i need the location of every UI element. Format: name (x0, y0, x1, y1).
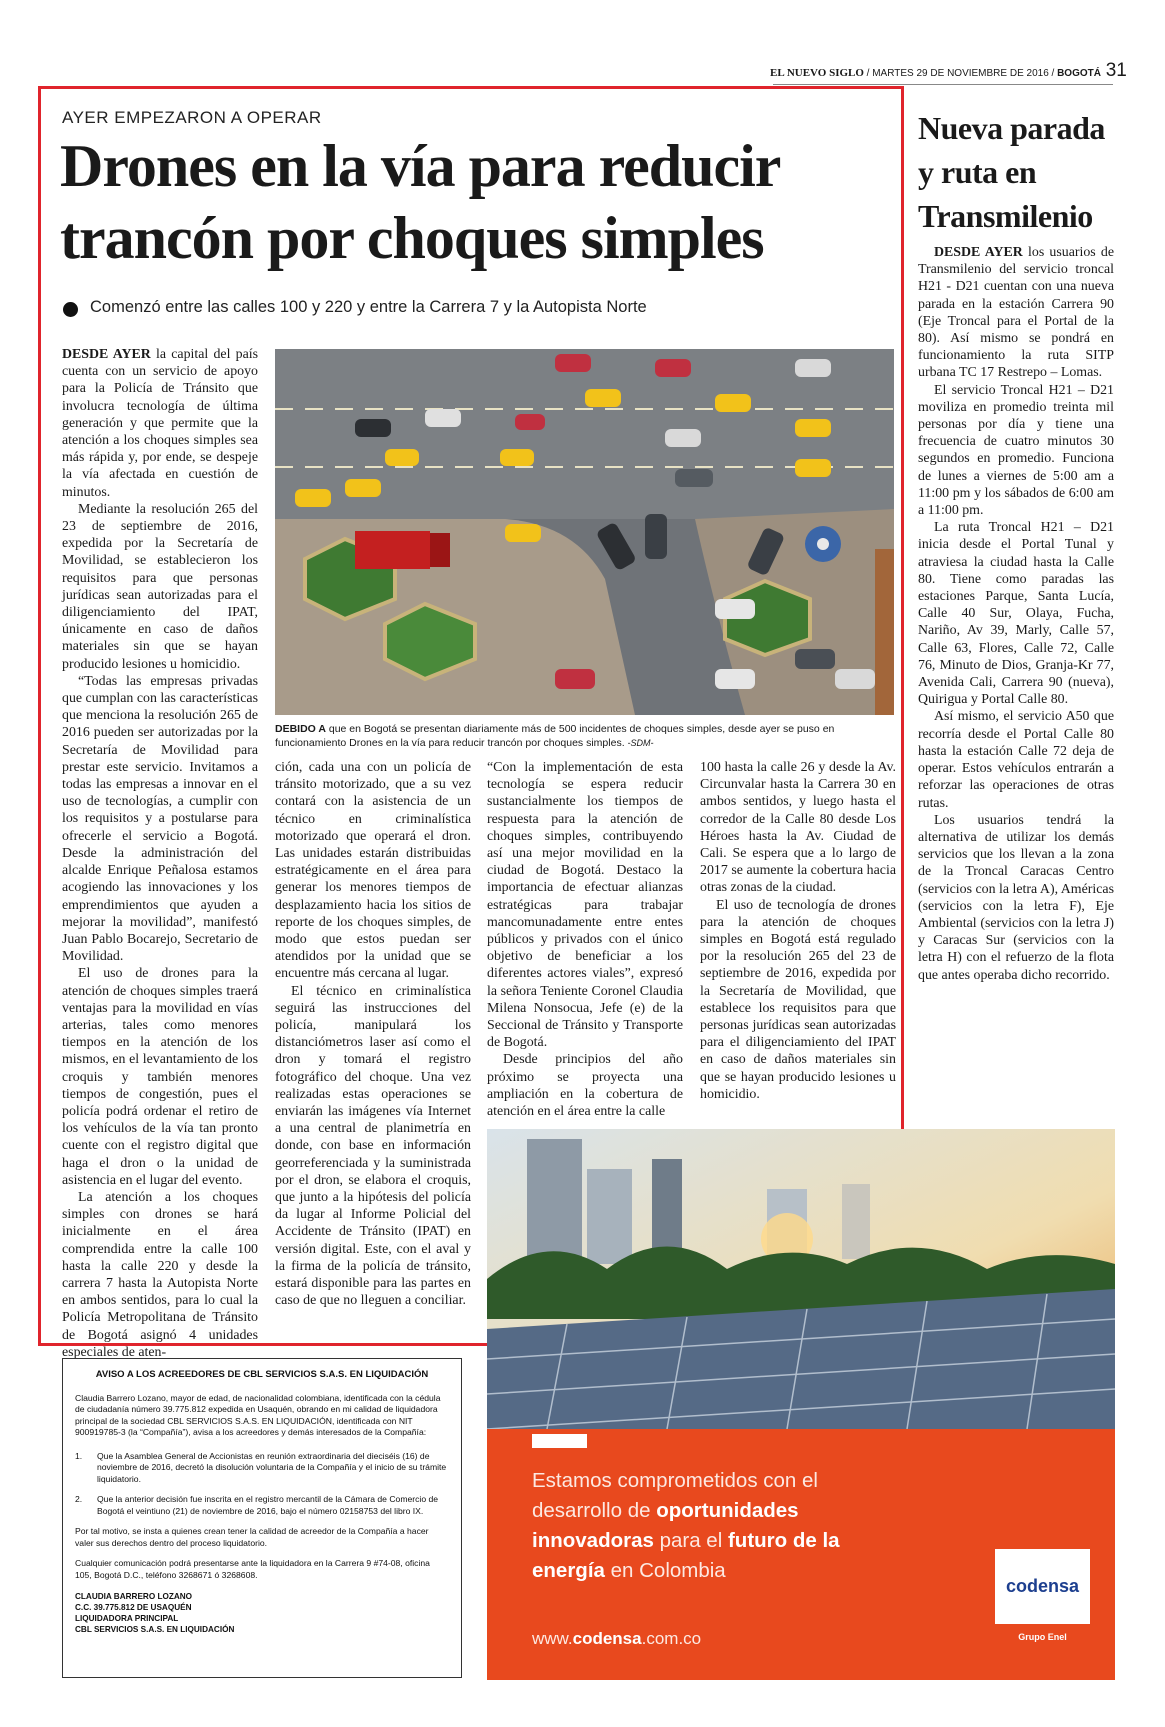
kicker: AYER EMPEZARON A OPERAR (62, 108, 322, 127)
ad-url: www.codensa.com.co (532, 1629, 702, 1648)
lead-in: DESDE AYER (934, 245, 1023, 260)
legal-notice-intro: Claudia Barrero Lozano, mayor de edad, de nacionalidad colombiana, identificada con la cédula de ciudadanía número 39.775.812 expedida en Usaquén, obrando en mi calidad de liquidadora principal de la sociedad CBL SERVICIOS S.A.S. EN LIQUIDACIÓN, identificada con NIT 900919785-3 (la “Compañía”), avisa a los acreedores y demás interesados de la Compañía: (75, 1392, 441, 1437)
headline-line-2: trancón por choques simples (60, 205, 764, 271)
article-paragraph: La ruta Troncal H21 – D21 inicia desde el Portal Tunal y atraviesa la ciudad hasta la Calle 80. Tiene como paradas las estaciones Parque, Santa Lucía, Calle 40 Sur, Olaya, Fucha, Nariño, Av 39, Marly, Calle 57, Calle 63, Flores, Calle 72, Calle 76, Minuto de Dios, Granja-Kr 77, Avenida Cali, Carrera 90 (nueva), Quirigua y Portal Calle 80. (918, 520, 1114, 708)
article-column-4 (700, 759, 896, 1103)
article-column-1 (62, 346, 258, 1361)
legal-notice-signature: CLAUDIA BARRERO LOZANO C.C. 39.775.812 DE USAQUÉN LIQUIDADORA PRINCIPAL CBL SERVICIOS S.A.S. EN LIQUIDACIÓN (75, 1592, 235, 1634)
article-column-2 (275, 759, 471, 1310)
ad-tagline: Estamos comprometidos con el desarrollo de oportunidades innovadoras para el futuro de la energía en Colombia (532, 1469, 840, 1582)
masthead-section: BOGOTÁ (1057, 68, 1101, 79)
side-article-body (918, 244, 1114, 984)
side-headline-line-2: y ruta en (918, 154, 1037, 190)
legal-notice-paragraph: Cualquier comunicación podrá presentarse ante la liquidadora en la Carrera 9 #74-08, oficina 105, Bogotá D.C., teléfono 3268671 ó 3268608. (75, 1558, 430, 1580)
article-paragraph: El técnico en criminalística seguirá las instrucciones del policía, manipulará los distanciómetros laser así como el dron y tomará el registro fotográfico del choque. Una vez realizadas estas operaciones se enviarán las imágenes vía Internet a una central de planimetría en donde, con base en información georreferenciada y la suministrada por el dron, se elabora el croquis, que junto a la hipótesis del policía da lugar al Informe Policial del Accidente de Tránsito (IPAT) en versión digital. Este, con el aval y la firma de la policía de tránsito, estará disponible para las partes en caso de que no lleguen a conciliar. (275, 983, 471, 1309)
list-item: 2. Que la anterior decisión fue inscrita en el registro mercantil de la Cámara de Comercio de Bogotá el veintiuno (21) de noviembre de 2016, bajo el número 02158753 del libro IX. (75, 1494, 439, 1516)
bullet-icon (63, 302, 78, 317)
article-paragraph: ción, cada una con un policía de tránsito motorizado, que a su vez contará con la asistencia de un técnico en criminalística motorizado que operará el dron. Las unidades estarán distribuidas estratégicamente en el área para generar los menores tiempos de desplazamiento hacia los sitios de reporte de los choques simples, de modo que estos puedan ser atendidos por la unidad que se encuentre más cercana al lugar. (275, 760, 471, 982)
article-paragraph: DESDE AYER los usuarios de Transmilenio del servicio troncal H21 - D21 cuentan con una nueva parada en la estación Carrera 90 (Eje Troncal para el Portal de la 80). Así mismo se pondrá en funcionamiento la ruta SITP urbana TC 17 Restrepo – Lomas. (918, 245, 1114, 381)
article-paragraph: El uso de tecnología de drones para la atención de choques simples en Bogotá está regulado por la resolución 265 del 23 de septiembre de 2016, expedida por la Secretaría de Movilidad, que establece los requisitos para que personas jurídicas sean autorizadas para el diligenciamiento del IPAT en caso de daños materiales sin que se hayan producido lesiones u homicidio. (700, 897, 896, 1102)
legal-notice (62, 1358, 462, 1678)
article-paragraph: La atención a los choques simples con drones se hará inicialmente en el área comprendida entre la calle 100 hasta la calle 220 y desde la carrera 7 hasta la Autopista Norte en ambos sentidos, para lo cual la Policía Metropolitana de Tránsito de Bogotá asignó 4 unidades especiales de aten- (62, 1189, 258, 1360)
side-headline (918, 106, 1118, 238)
ad-group-label: Grupo Enel (1018, 1632, 1067, 1642)
article-paragraph: El uso de drones para la atención de choques simples traerá ventajas para la movilidad en vías arterias, tales como menores tiempos en la atención de los mismos, en el levantamiento de los croquis y también menores tiempos de congestión, pues el policía podrá ordenar el retiro de los vehículos de la vía tan pronto cuente con el registro digital que haga el dron o la unidad de asistencia en el lugar del evento. (62, 966, 258, 1188)
article-paragraph: Así mismo, el servicio A50 que recorría desde el Portal Calle 80 hasta la estación Calle 72 deja de operar. Estos vehículos entrarán a reforzar las operaciones de otras rutas. (918, 709, 1114, 811)
article-paragraph: 100 hasta la calle 26 y desde la Av. Circunvalar hasta la Carrera 30 en ambos sentidos, y luego hasta el corredor de la Calle 80 desde Los Héroes hasta la Av. Ciudad de Cali. Se espera que a lo largo de 2017 se aumente la cobertura hacia otras zonas de la ciudad. (700, 760, 896, 896)
codensa-ad (487, 1129, 1115, 1680)
page-number: 31 (1105, 60, 1127, 81)
codensa-logo: codensa (995, 1549, 1090, 1624)
article-column-3 (487, 759, 683, 1120)
article-paragraph: “Con la implementación de esta tecnología se espera reducir sustancialmente los tiempos de respuesta para la atención de choques simples, contribuyendo así una mejor movilidad en la ciudad de Bogotá. Destaco la importancia de efectuar alianzas estratégicas para trabajar mancomunadamente entre entes públicos y privados con el único objetivo de beneficiar a los diferentes actores viales”, expresó la señora Teniente Coronel Claudia Milena Nonsocua, Jefe (e) de la Seccional de Tránsito y Transporte de Bogotá. (487, 760, 683, 1051)
photo-caption-lead: DEBIDO A (275, 723, 326, 735)
masthead-paper: EL NUEVO SIGLO (770, 67, 864, 79)
article-paragraph: DESDE AYER la capital del país cuenta con un servicio de apoyo para la Policía de Tránsito que involucra tecnología de última generación y que permite que la atención a los choques simples sea más rápida y, por ende, se despeje la vía afectada en cuestión de minutos. (62, 347, 258, 500)
legal-notice-title: AVISO A LOS ACREEDORES DE CBL SERVICIOS S.A.S. EN LIQUIDACIÓN (95, 1369, 429, 1380)
legal-notice-list (75, 1451, 449, 1518)
legal-notice-paragraph: Por tal motivo, se insta a quienes crean tener la calidad de acreedor de la Compañía a hacer valer sus derechos dentro del proceso liquidatorio. (75, 1526, 429, 1548)
article-paragraph: Los usuarios tendrá la alternativa de utilizar los demás servicios que los llevan a la zona de la Troncal Caracas Centro (servicios con la letra A), Américas (servicios con la letra F), Eje Ambiental (servicios con la letra J) y Caracas Sur (servicios con la letra H) con el refuerzo de la flota que antes operaba dicho recorrido. (918, 812, 1114, 983)
headline (60, 130, 780, 274)
ad-accent-bar (532, 1434, 587, 1448)
photo-caption (275, 722, 894, 750)
article-paragraph: Mediante la resolución 265 del 23 de septiembre de 2016, expedida por la Secretaría de Movilidad, se establecieron los requisitos para que personas jurídicas sean autorizadas para el diligenciamiento del IPAT, únicamente en caso de daños materiales sin que se hayan producido lesiones u homicidio. (62, 501, 258, 672)
article-paragraph: El servicio Troncal H21 – D21 moviliza en promedio treinta mil personas por día y tiene una frecuencia de cuatro minutos 30 segundos en promedio. Funciona de lunes a viernes de 5:00 am a 11:00 pm y los sábados de 6:00 am a 11:00 pm. (918, 382, 1114, 519)
photo-credit: -SDM- (627, 738, 654, 748)
subhead: Comenzó entre las calles 100 y 220 y entre la Carrera 7 y la Autopista Norte (90, 298, 647, 316)
article-paragraph: Desde principios del año próximo se proyecta una ampliación en la cobertura de atención en el área entre la calle (487, 1052, 683, 1120)
ad-solar-city-image (487, 1129, 1115, 1429)
masthead (770, 60, 1127, 84)
photo-caption-text: que en Bogotá se presentan diariamente más de 500 incidentes de choques simples, desde ayer se puso en funcionamiento Drones en la vía para reducir trancón por choques simples. (275, 723, 835, 749)
masthead-rule (773, 84, 1113, 85)
article-paragraph: “Todas las empresas privadas que cumplan con las características que menciona la resolución 265 de 2016 pueden ser autorizadas por la Secretaría de Movilidad para prestar este servicio. Invitamos a todas las empresas a innovar en el uso de tecnologías, a cumplir con los requisitos y a postularse para ofrecerle el servicio a Bogotá. Desde la administración del alcalde Enrique Peñalosa estamos acogiendo las innovaciones y los emprendimientos que ayuden a mejorar la movilidad”, manifestó Juan Pablo Bocarejo, Secretario de Movilidad. (62, 673, 258, 965)
masthead-date: / MARTES 29 DE NOVIEMBRE DE 2016 / (866, 68, 1055, 79)
list-item: 1. Que la Asamblea General de Accionistas en reunión extraordinaria del dieciséis (16) de noviembre de 2016, decretó la disolución voluntaria de la Compañía y el inicio de su trámite liquidatorio. (75, 1450, 447, 1484)
side-headline-line-1: Nueva parada (918, 110, 1105, 146)
aerial-traffic-photo (275, 349, 894, 715)
lead-in: DESDE AYER (62, 347, 151, 362)
headline-line-1: Drones en la vía para reducir (60, 133, 781, 199)
side-headline-line-3: Transmilenio (918, 198, 1093, 234)
